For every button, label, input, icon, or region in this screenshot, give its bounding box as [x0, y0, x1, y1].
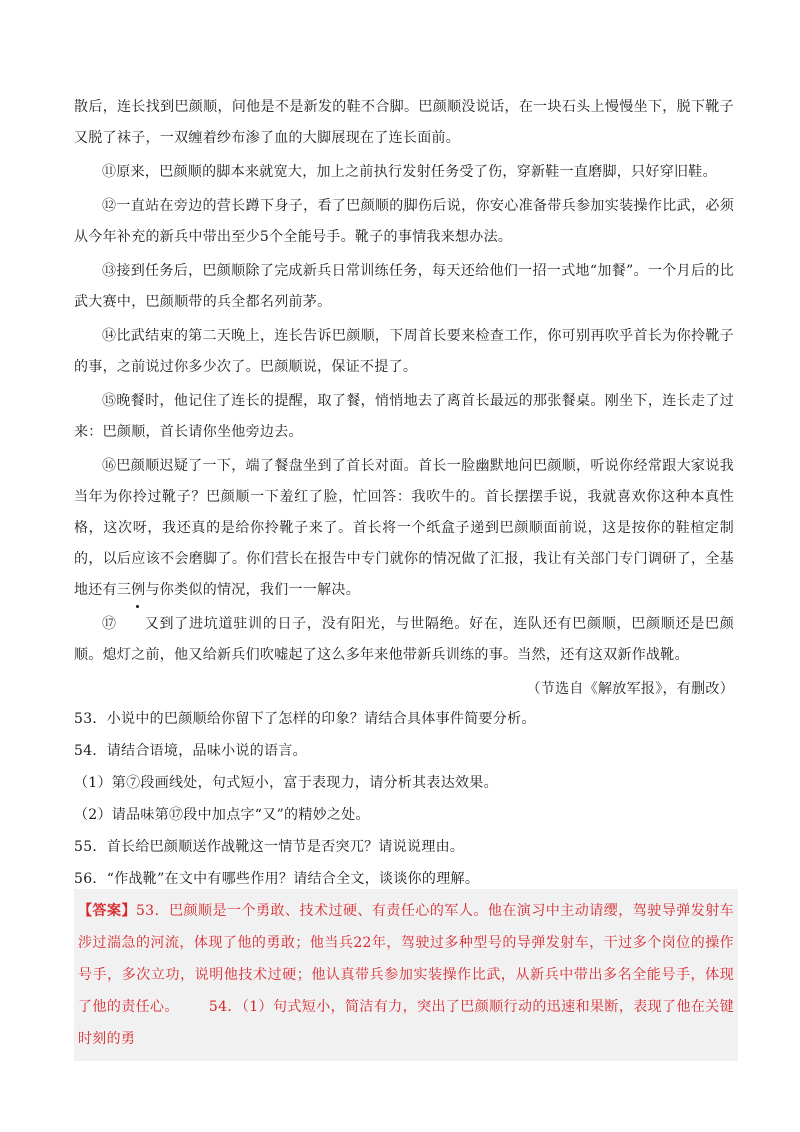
emphasized-char-you: 又	[117, 609, 159, 640]
question-54-1: （1）第⑦段画线处，句式短小，富于表现力，请分析其表达效果。	[74, 775, 498, 791]
question-53: 53．小说中的巴颜顺给你留下了怎样的印象？请结合具体事件简要分析。	[74, 711, 536, 727]
story-excerpt	[74, 92, 734, 896]
answer-text-53: 53．巴颜顺是一个勇敢、技术过硬、有责任心的军人。他在演习中主动请缨，驾驶导弹发射车涉过湍急的河流，体现了他的勇敢；他当兵22年，驾驶过多种型号的导弹发射车，干过多个岗位的操作号手，多次立功，说明他技术过硬；他认真带兵参加实装操作比武，从新兵中带出多名全能号手，体现了他的责任心。	[78, 903, 734, 1015]
question-55: 55．首长给巴颜顺送作战靴这一情节是否突兀？请说说理由。	[74, 839, 465, 855]
paragraph-16: ⑯巴颜顺迟疑了一下，端了餐盘坐到了首长对面。首长一脸幽默地问巴颜顺，听说你经常跟大家说我当年为你拎过靴子？巴颜顺一下羞红了脸，忙回答：我吹牛的。首长摆摆手说，我就喜欢你这种本真性格，这次呀，我还真的是给你拎靴子来了。首长将一个纸盒子递到巴颜顺面前说，这是按你的鞋楦定制的，以后应该不会磨脚了。你们营长在报告中专门就你的情况做了汇报，我让有关部门专门调研了，全基地还有三例与你类似的情况，我们一一解决。	[74, 458, 734, 598]
question-56: 56．“作战靴”在文中有哪些作用？请结合全文，谈谈你的理解。	[74, 871, 480, 887]
paragraph-17-number: ⑰	[102, 616, 117, 632]
paragraph-17-text: 到了进坑道驻训的日子，没有阳光，与世隔绝。好在，连队还有巴颜顺，巴颜顺还是巴颜顺。熄灯之前，他又给新兵们吹嘘起了这么多年来他带新兵训练的事。当然，还有这双新作战靴。	[74, 616, 734, 663]
question-54: 54．请结合语境，品味小说的语言。	[74, 743, 307, 759]
paragraph-12: ⑫一直站在旁边的营长蹲下身子，看了巴颜顺的脚伤后说，你安心准备带兵参加实装操作比武，必须从今年补充的新兵中带出至少5个全能号手。靴子的事情我来想办法。	[74, 198, 734, 245]
answer-tag: 【答案】	[78, 903, 136, 919]
answer-block	[74, 889, 738, 1061]
paragraph-15: ⑮晚餐时，他记住了连长的提醒，取了餐，悄悄地去了离首长最远的那张餐桌。刚坐下，连长走了过来：巴颜顺，首长请你坐他旁边去。	[74, 393, 734, 440]
paragraph-17	[74, 609, 734, 671]
paragraph-11: ⑪原来，巴颜顺的脚本来就宽大，加上之前执行发射任务受了伤，穿新鞋一直磨脚，只好穿旧鞋。	[102, 164, 717, 180]
source-citation: （节选自《解放军报》，有删改）	[526, 681, 734, 697]
paragraph-13: ⑬接到任务后，巴颜顺除了完成新兵日常训练任务，每天还给他们一招一式地“加餐”。一个月后的比武大赛中，巴颜顺带的兵全都名列前茅。	[74, 263, 734, 310]
paragraph-14: ⑭比武结束的第二天晚上，连长告诉巴颜顺，下周首长要来检查工作，你可别再吹乎首长为你拎靴子的事，之前说过你多少次了。巴颜顺说，保证不提了。	[74, 328, 734, 375]
question-54-2: （2）请品味第⑰段中加点字“又”的精妙之处。	[74, 807, 370, 823]
paragraph-continued: 散后，连长找到巴颜顺，问他是不是新发的鞋不合脚。巴颜顺没说话，在一块石头上慢慢坐下，脱下靴子又脱了袜子，一双缠着纱布渗了血的大脚展现在了连长面前。	[74, 99, 734, 146]
question-list	[74, 704, 734, 894]
answer-text-54: 54．（1）句式短小，简洁有力，突出了巴颜顺行动的迅速和果断，表现了他在关键时刻的勇	[78, 999, 734, 1047]
